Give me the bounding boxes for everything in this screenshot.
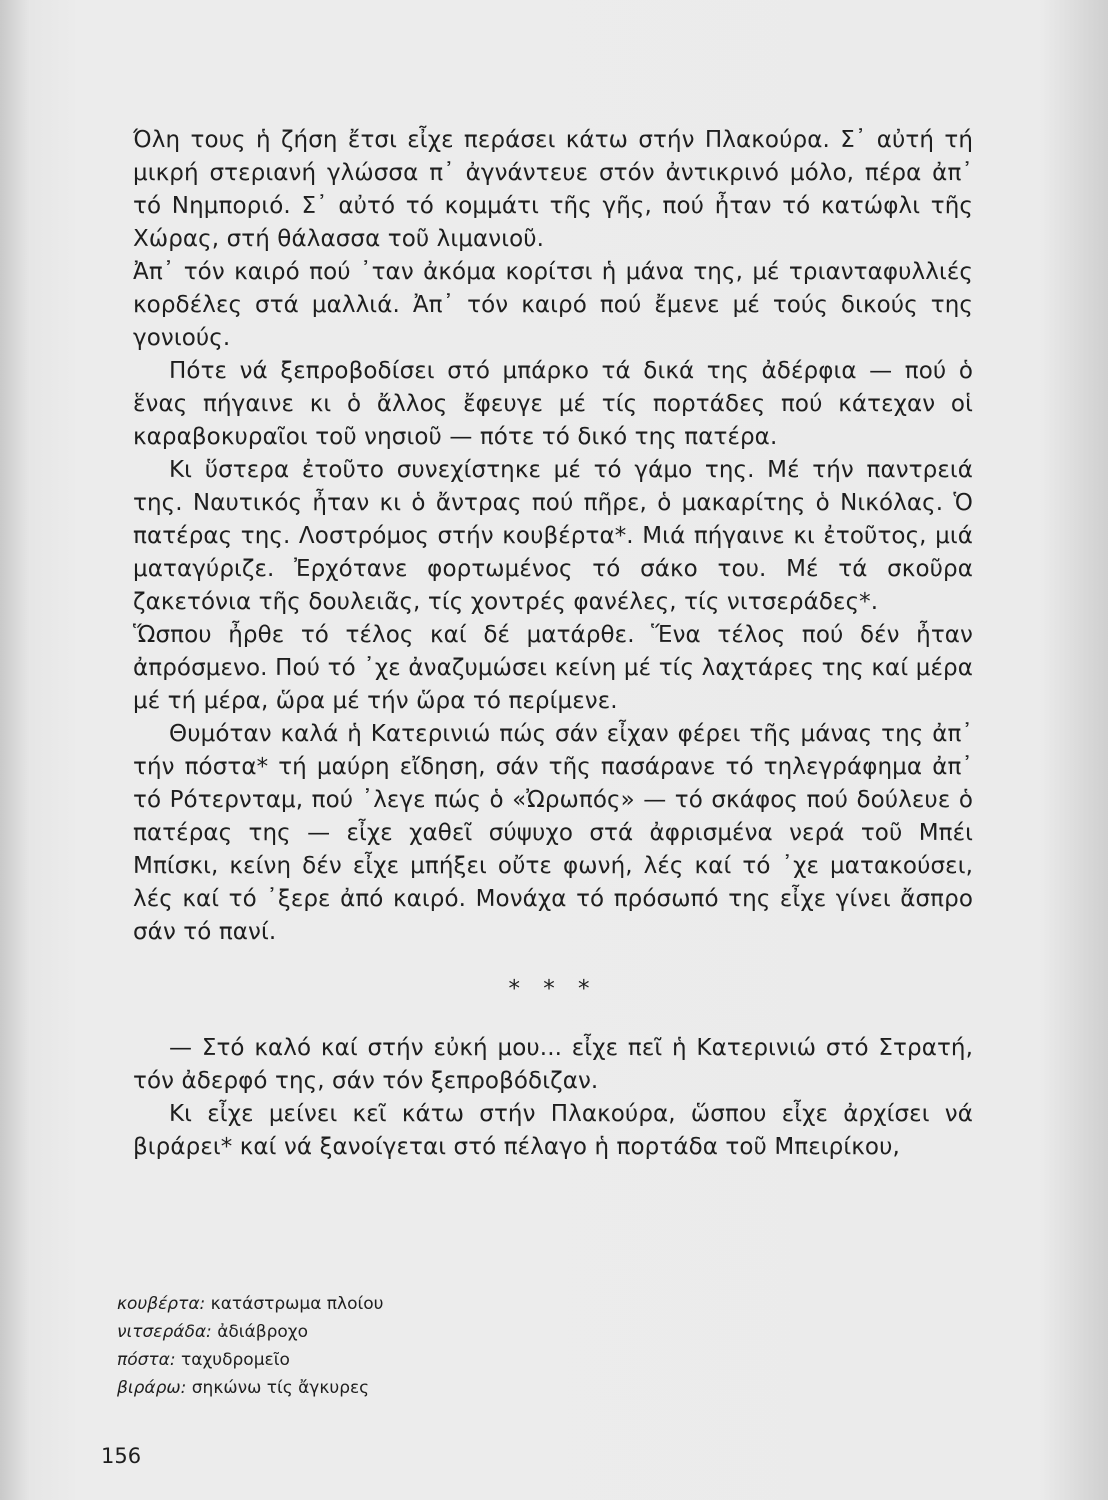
paragraph-7: — Στό καλό καί στήν εὐκή μου... εἶχε πεῖ ἡ Κατερινιώ στό Στρατή, τόν ἀδερφό της, σάν τόν ξεπροβόδιζαν. — [133, 1035, 973, 1094]
footnote-term: νιτσεράδα: — [117, 1322, 212, 1342]
main-text — [133, 124, 973, 1164]
paragraph-3: Πότε νά ξεπροβοδίσει στό μπάρκο τά δικά της ἀδέρφια — πού ὁ ἕνας πήγαινε κι ὁ ἄλλος ἔφευγε μέ τίς πορτάδες πού κάτεχαν οἱ καραβοκυραῖοι τοῦ νησιοῦ — πότε τό δικό της πατέρα. — [133, 358, 973, 450]
footnote-term: πόστα: — [117, 1350, 176, 1370]
paragraph-6: Θυμόταν καλά ἡ Κατερινιώ πώς σάν εἶχαν φέρει τῆς μάνας της ἀπ᾽ τήν πόστα* τή μαύρη εἴδηση, σάν τῆς πασάρανε τό τηλεγράφημα ἀπ᾽ τό Ρότερνταμ, πού ᾽λεγε πώς ὁ «Ὠρωπός» — τό σκάφος πού δούλευε ὁ πατέρας της — εἶχε χαθεῖ σύψυχο στά ἀφρισμένα νερά τοῦ Μπέι Μπίσκι, κείνη δέν εἶχε μπήξει οὔτε φωνή, λές καί τό ᾽χε ματακούσει, λές καί τό ᾽ξερε ἀπό καιρό. Μονάχα τό πρόσωπό της εἶχε γίνει ἄσπρο σάν τό πανί. — [133, 721, 973, 945]
footnote-item — [117, 1318, 717, 1346]
footnote-item — [117, 1346, 717, 1374]
page-number: 156 — [101, 1444, 142, 1468]
footnote-item — [117, 1290, 717, 1318]
footnote-term: βιράρω: — [117, 1378, 187, 1398]
paragraph-1: Όλη τους ἡ ζήση ἔτσι εἶχε περάσει κάτω στήν Πλακούρα. Σ᾽ αὐτή τή μικρή στεριανή γλώσσα π᾽ ἀγνάντευε στόν ἀντικρινό μόλο, πέρα ἀπ᾽ τό Νημποριό. Σ᾽ αὐτό τό κομμάτι τῆς γῆς, πού ἦταν τό κατώφλι τῆς Χώρας, στή θάλασσα τοῦ λιμανιοῦ. — [133, 127, 973, 252]
footnote-item — [117, 1374, 717, 1402]
footnote-definition: ταχυδρομεῖο — [181, 1350, 290, 1370]
footnotes — [117, 1290, 717, 1402]
paragraph-4: Κι ὕστερα ἐτοῦτο συνεχίστηκε μέ τό γάμο της. Μέ τήν παντρειά της. Ναυτικός ἦταν κι ὁ ἄντρας πού πῆρε, ὁ μακαρίτης ὁ Νικόλας. Ὁ πατέρας της. Λοστρόμος στήν κουβέρτα*. Μιά πήγαινε κι ἐτοῦτος, μιά ματαγύριζε. Ἐρχότανε φορτωμένος τό σάκο του. Μέ τά σκοῦρα ζακετόνια τῆς δουλειᾶς, τίς χοντρές φανέλες, τίς νιτσεράδες*. — [133, 457, 973, 615]
paragraph-8: Κι εἶχε μείνει κεῖ κάτω στήν Πλακούρα, ὥσπου εἶχε ἀρχίσει νά βιράρει* καί νά ξανοίγεται στό πέλαγο ἡ πορτάδα τοῦ Μπειρίκου, — [133, 1101, 973, 1160]
paragraph-2: Ἀπ᾽ τόν καιρό πού ᾽ταν ἀκόμα κορίτσι ἡ μάνα της, μέ τριανταφυλλιές κορδέλες στά μαλλιά. Ἀπ᾽ τόν καιρό πού ἔμενε μέ τούς δικούς της γονιούς. — [133, 259, 973, 351]
footnote-definition: σηκώνω τίς ἄγκυρες — [191, 1378, 370, 1398]
footnote-definition: κατάστρωμα πλοίου — [210, 1294, 384, 1314]
paragraph-5: Ὥσπου ἦρθε τό τέλος καί δέ ματάρθε. Ἕνα τέλος πού δέν ἦταν ἀπρόσμενο. Πού τό ᾽χε ἀναζυμώσει κείνη μέ τίς λαχτάρες της καί μέρα μέ τή μέρα, ὥρα μέ τήν ὥρα τό περίμενε. — [133, 622, 973, 714]
footnote-definition: ἀδιάβροχο — [217, 1322, 309, 1342]
section-separator: * * * — [508, 976, 598, 1002]
footnote-term: κουβέρτα: — [117, 1294, 206, 1314]
